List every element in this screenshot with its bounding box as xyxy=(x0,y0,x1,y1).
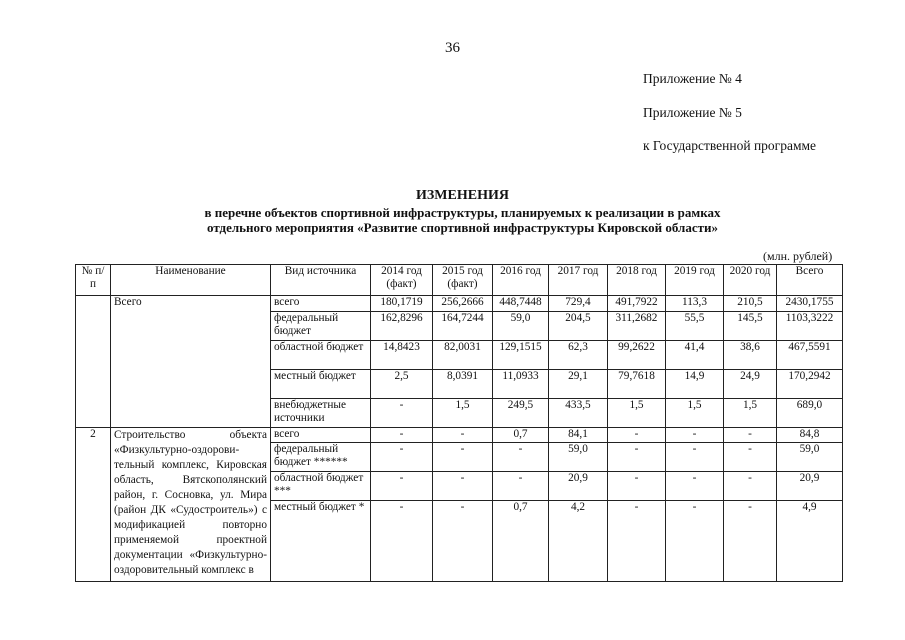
value-cell: 180,1719 xyxy=(371,296,433,312)
appendix-5-label: Приложение № 5 xyxy=(643,105,742,120)
value-cell: 55,5 xyxy=(666,312,724,341)
header-2020: 2020 год xyxy=(724,265,777,296)
table-header-row xyxy=(76,265,843,296)
value-cell: 249,5 xyxy=(493,399,549,428)
document-title: ИЗМЕНЕНИЯ xyxy=(416,188,509,203)
header-num: № п/п xyxy=(76,265,111,296)
value-cell: 84,8 xyxy=(777,428,843,443)
value-cell: - xyxy=(493,472,549,501)
header-2017: 2017 год xyxy=(549,265,608,296)
value-cell: 2,5 xyxy=(371,370,433,399)
value-cell: - xyxy=(371,472,433,501)
value-cell: - xyxy=(371,428,433,443)
value-cell: 729,4 xyxy=(549,296,608,312)
row-name: Всего xyxy=(111,296,271,428)
source-cell: областной бюджет *** xyxy=(271,472,371,501)
units-label: (млн. рублей) xyxy=(763,249,833,263)
row-number: 2 xyxy=(76,428,111,582)
value-cell: 29,1 xyxy=(549,370,608,399)
value-cell: 1,5 xyxy=(724,399,777,428)
value-cell: 256,2666 xyxy=(433,296,493,312)
value-cell: - xyxy=(433,472,493,501)
value-cell: - xyxy=(724,472,777,501)
value-cell: - xyxy=(371,443,433,472)
value-cell: 467,5591 xyxy=(777,341,843,370)
header-source: Вид источника xyxy=(271,265,371,296)
value-cell: 59,0 xyxy=(777,443,843,472)
value-cell: 162,8296 xyxy=(371,312,433,341)
value-cell: - xyxy=(433,501,493,582)
value-cell: - xyxy=(608,443,666,472)
value-cell: - xyxy=(371,399,433,428)
header-total: Всего xyxy=(777,265,843,296)
header-2016: 2016 год xyxy=(493,265,549,296)
value-cell: 164,7244 xyxy=(433,312,493,341)
value-cell: 20,9 xyxy=(777,472,843,501)
value-cell: - xyxy=(493,443,549,472)
value-cell: - xyxy=(666,501,724,582)
value-cell: 84,1 xyxy=(549,428,608,443)
value-cell: 204,5 xyxy=(549,312,608,341)
value-cell: 8,0391 xyxy=(433,370,493,399)
value-cell: 0,7 xyxy=(493,428,549,443)
value-cell: - xyxy=(371,501,433,582)
header-2019: 2019 год xyxy=(666,265,724,296)
source-cell: местный бюджет * xyxy=(271,501,371,582)
value-cell: - xyxy=(666,472,724,501)
value-cell: - xyxy=(608,428,666,443)
value-cell: 491,7922 xyxy=(608,296,666,312)
table-row xyxy=(76,296,843,312)
table-row xyxy=(76,428,843,443)
value-cell: 2430,1755 xyxy=(777,296,843,312)
source-cell: всего xyxy=(271,428,371,443)
value-cell: 4,9 xyxy=(777,501,843,582)
value-cell: 82,0031 xyxy=(433,341,493,370)
source-cell: федеральный бюджет xyxy=(271,312,371,341)
source-cell: внебюджетные источники xyxy=(271,399,371,428)
document-subtitle-line-1: в перечне объектов спортивной инфраструктуры, планируемых к реализации в рамках xyxy=(204,205,721,220)
value-cell: 448,7448 xyxy=(493,296,549,312)
source-cell: всего xyxy=(271,296,371,312)
value-cell: - xyxy=(433,443,493,472)
value-cell: 59,0 xyxy=(493,312,549,341)
value-cell: - xyxy=(724,443,777,472)
value-cell: - xyxy=(724,501,777,582)
value-cell: - xyxy=(608,501,666,582)
value-cell: 20,9 xyxy=(549,472,608,501)
value-cell: 99,2622 xyxy=(608,341,666,370)
value-cell: 79,7618 xyxy=(608,370,666,399)
value-cell: 689,0 xyxy=(777,399,843,428)
value-cell: 1,5 xyxy=(666,399,724,428)
value-cell: 1,5 xyxy=(608,399,666,428)
value-cell: 433,5 xyxy=(549,399,608,428)
value-cell: 210,5 xyxy=(724,296,777,312)
value-cell: 24,9 xyxy=(724,370,777,399)
source-cell: федеральный бюджет ****** xyxy=(271,443,371,472)
value-cell: 4,2 xyxy=(549,501,608,582)
program-reference: к Государственной программе xyxy=(643,138,817,153)
value-cell: 129,1515 xyxy=(493,341,549,370)
header-2014: 2014 год (факт) xyxy=(371,265,433,296)
value-cell: 62,3 xyxy=(549,341,608,370)
value-cell: 59,0 xyxy=(549,443,608,472)
value-cell: 0,7 xyxy=(493,501,549,582)
value-cell: 113,3 xyxy=(666,296,724,312)
value-cell: 1103,3222 xyxy=(777,312,843,341)
value-cell: 1,5 xyxy=(433,399,493,428)
value-cell: 14,8423 xyxy=(371,341,433,370)
header-name: Наименование xyxy=(111,265,271,296)
value-cell: 41,4 xyxy=(666,341,724,370)
header-2015: 2015 год (факт) xyxy=(433,265,493,296)
row-name: Строительство объекта «Физкультурно-оздорови-тельный комплекс, Кировская область, Вятскополянский район, г. Сосновка, ул. Мира (район ДК «Судостроитель») с модификацией повторно применяемой проектной документации «Физкультурно-оздоровительный комплекс в xyxy=(111,428,271,582)
source-cell: областной бюджет xyxy=(271,341,371,370)
value-cell: 14,9 xyxy=(666,370,724,399)
value-cell: 11,0933 xyxy=(493,370,549,399)
value-cell: - xyxy=(608,472,666,501)
value-cell: 311,2682 xyxy=(608,312,666,341)
row-number xyxy=(76,296,111,428)
document-subtitle-line-2: отдельного мероприятия «Развитие спортивной инфраструктуры Кировской области» xyxy=(206,220,718,235)
value-cell: - xyxy=(666,443,724,472)
infrastructure-table xyxy=(75,264,843,582)
value-cell: 170,2942 xyxy=(777,370,843,399)
value-cell: - xyxy=(666,428,724,443)
source-cell: местный бюджет xyxy=(271,370,371,399)
value-cell: 38,6 xyxy=(724,341,777,370)
value-cell: - xyxy=(724,428,777,443)
header-2018: 2018 год xyxy=(608,265,666,296)
value-cell: - xyxy=(433,428,493,443)
appendix-4-label: Приложение № 4 xyxy=(643,71,742,86)
value-cell: 145,5 xyxy=(724,312,777,341)
page-number: 36 xyxy=(445,40,460,56)
